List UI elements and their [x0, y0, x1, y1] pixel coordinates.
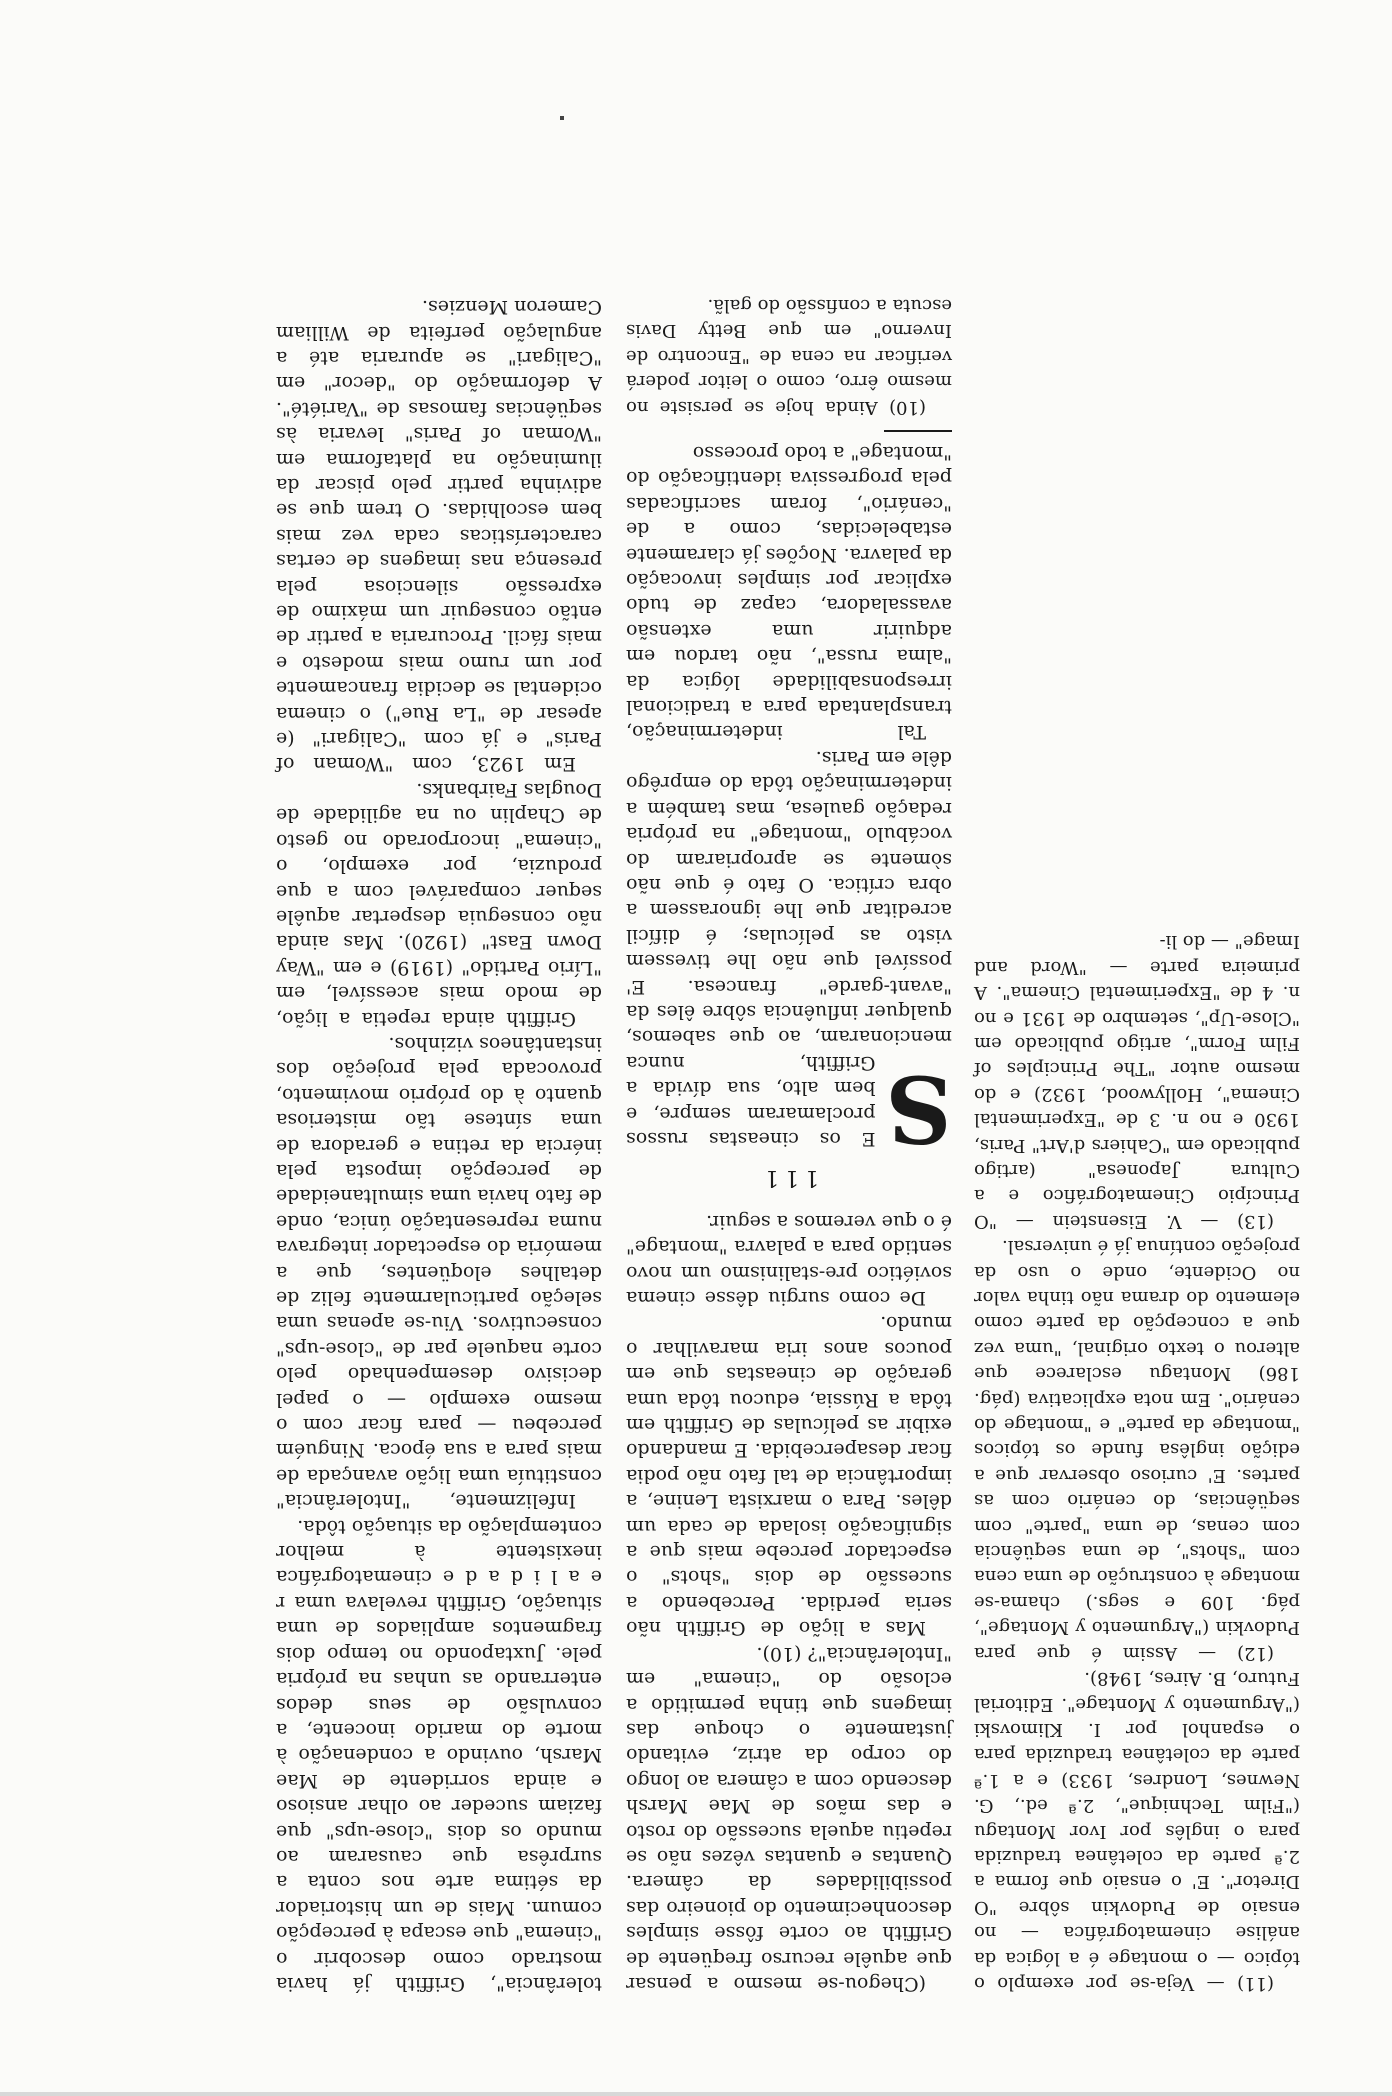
paragraph-intolerance: tolerância", Griffith já havia mostrado como descobrir o "cinema" que escapa à percepção comum. Mais de um historiador da sétima arte nos conta a surprêsa que causaram ao mundo os dois "close-ups" que faziam suceder ao olhar ansioso e ainda sorridente de Mae Marsh, ouvindo a condenação à morte do marido inocente, a convulsão de seus dedos enterrando as unhas na própria pele. Juxtapondo no tempo dois fragmentos ampliados de uma situação, Griffith revelava uma r e a l i d a d e cinematográfica inexistente à melhor contemplação da situação tôda.	[276, 1515, 602, 1995]
footnote-divider	[884, 430, 952, 432]
section-number: 111	[759, 1165, 819, 1191]
paragraph-close-ups: Infelizmente, "Intolerância" constituía uma lição avançada de mais para a sua época. Ninguém percebeu — para ficar com o mesmo exemplo — o papel decisivo desempenhado pelo corte naquele par de "close-ups" consecutivos. Viu-se apenas uma seleção particularmente feliz de detalhes eloqüentes, que a memória do espectador integrava numa representação única, onde de fato havia uma simultaneidade de percepção imposta pela inércia da retina e geradora de uma síntese tão misteriosa quanto à do próprio movimento, provocada pela projeção dos instantâneos vizinhos.	[276, 1032, 602, 1513]
paragraph-section-opening	[626, 745, 952, 1163]
column-left	[974, 929, 1300, 1996]
drop-cap: S	[885, 1055, 952, 1163]
footnote-10: (10) Ainda hoje se persiste no mesmo êrro, como o leitor poderá verificar na cena de "Encontro de Inverno" em que Betty Davis escuta a confissão do galã.	[626, 295, 952, 418]
paragraph-transition: De como surgiu dêsse cinema soviético pre-stalinismo um novo sentido para a palavra "montage" é o que veremos a seguir.	[626, 1210, 952, 1310]
column-right	[276, 294, 602, 1996]
section-opening-text: E os cineastas russos proclamaram sempre, e bem alto, sua dívida a Griffith, nunca mencionaram, ao que sabemos, qualquer influência sôbre êles da "avant-garde" francesa. E' possível que não lhe tivessem visto as películas; é difícil acreditar que lhe ignorassem a obra crítica. O fato é que não sòmente se apropriaram do vocábulo "montage" na própria redação gaulesa, mas também a indeterminação tôda do emprêgo dêle em Paris.	[626, 746, 952, 1150]
footnote-13: (13) — V. Eisenstein — "O Princípio Cinematográfico e a Cultura Japonesa" (artigo publicado em "Cahiers d'Art" Paris, 1930 e no n. 3 de "Experimental Cinema", Hollywood, 1932) e do mesmo autor "The Principles of Film Form", artigo publicado em "Close-Up", setembro de 1931 e no n. 4 de "Experimental Cinema". A primeira parte — "Word and Image" — do li-	[974, 931, 1300, 1232]
footnote-12: (12) — Assim é que para Pudovkin ("Argumento y Montage", pág. 109 e segs.) chama-se montage à construção de uma cena com "shots", de uma seqüência com cenas, de uma "parte" com seqüências, do cenário com as partes. E' curioso observar que a edição inglêsa funde os tópicos "montage da parte" e "montage do cenário". Em nota explicativa (pág. 186) Montagu esclarece que alterou o texto original, "uma vez que a concepção da parte como elemento do drama não tinha valor no Ocidente, onde o uso da projeção contínua já é universal.	[974, 1236, 1300, 1664]
paragraph-indeterminacy: Tal indeterminação, transplantada para a tradicional irresponsabilidade lógica da "alma russa", não tardou em adquirir uma extensão avassaladora, capaz de tudo explicar por simples invocação da palavra. Noções já claramente estabelecidas, como a de "cenário", foram sacrificadas pela progressiva identificação do "montage" a todo processo	[626, 442, 952, 744]
paragraph-intro: (Chegou-se mesmo a pensar que aquêle recurso freqüente de Griffith ao corte fôsse simples desconhecimento do pioneiro das possibilidades da câmera. Quantas e quantas vêzes não se repetiu aquela sucessão do rosto e das mãos de Mae Marsh descendo com a câmera ao longo do corpo da atriz, evitando justamente o choque das imagens que tinha permitido a eclosão do "cinema" em "Intolerância"? (10).	[626, 1642, 952, 1995]
footnote-11: (11) — Veja-se por exemplo o tópico — o montage é a lógica da análise cinematográfica — no ensaio de Pudovkin sôbre "O Diretor". E' o ensaio que forma a 2.ª parte da coletânea traduzida para o inglês por Ivor Montagu ("Film Technique", 2.ª ed., G. Newnes, Londres, 1933) e a 1.ª parte da coletânea traduzida para o espanhol por I. Klimovski ("Argumento y Montage". Editorial Futuro, B. Aires, 1948).	[974, 1668, 1300, 1994]
scan-edge	[0, 2092, 1392, 2096]
paragraph-lenine: Mas a lição de Griffith não seria perdida. Percebendo a sucessão de dois "shots" o espectador percebe mais que a significação isolada de cada um dêles. Para o marxista Lenine, a importância de tal fato não podia ficar desapercebida. E mandando exibir as películas de Griffith em tôda a Rússia, educou tôda uma geração de cineastas que em poucos anos iria maravilhar o mundo.	[626, 1312, 952, 1640]
paragraph-griffith-lesson: Griffith ainda repetia a lição, de modo mais acessível, em "Lírio Partido" (1919) e em "Way Down East" (1920). Mas ainda não conseguia despertar aquêle sequer comparável com a que produzia, por exemplo, o "cinema" incorporado no gesto de Chaplin ou na agilidade de Douglas Fairbanks.	[276, 778, 602, 1030]
column-middle	[626, 293, 952, 1996]
paragraph-1923: Em 1923, com "Woman of Paris" e já com "Caligari" (e apesar de "La Rue") o cinema ocidental se decidia francamente por um rumo mais modesto e mais fácil. Procuraria a partir de então conseguir um máximo de expressão silenciosa pela presença nas imagens de certas características cada vez mais bem escolhidas. O trem que se adivinha partir pelo piscar da iluminação na plataforma em "Woman of Paris" levaria às seqüências famosas de "Variété". A deformação do "decor" em "Caligari" se apuraria até a angulação perfeita de William Cameron Menzies.	[276, 296, 602, 776]
